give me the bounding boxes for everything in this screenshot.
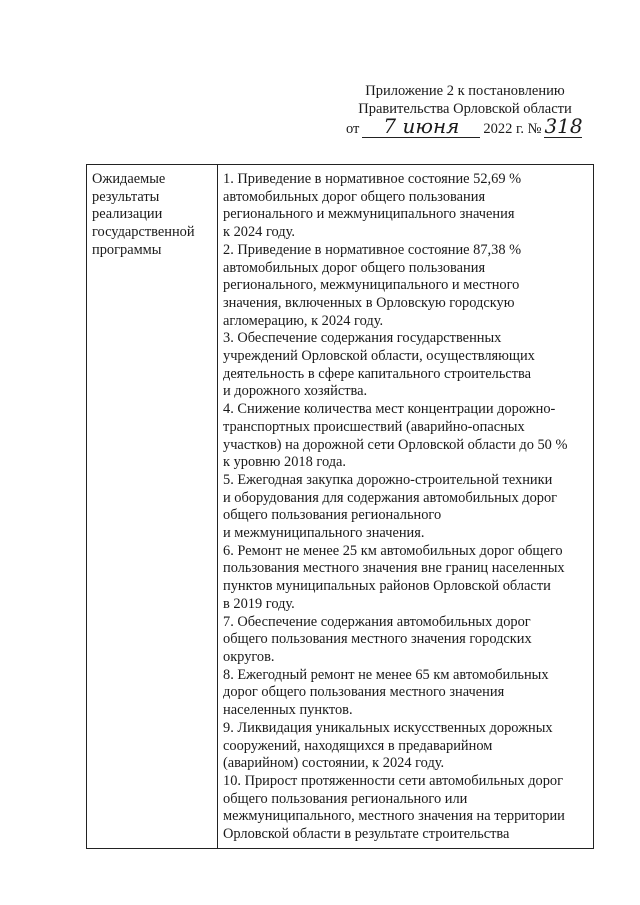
result-item-line: регионального и межмуниципального значения bbox=[223, 206, 515, 223]
result-item bbox=[223, 472, 589, 543]
result-item-line: 10. Прирост протяженности сети автомобильных дорог bbox=[223, 772, 564, 789]
result-item-line: округов. bbox=[223, 648, 275, 665]
from-label: от bbox=[346, 121, 360, 137]
result-item-line: в 2019 году. bbox=[223, 595, 295, 612]
result-item-line: межмуниципального, местного значения на территории bbox=[223, 808, 565, 825]
result-item-line: (аварийном) состоянии, к 2024 году. bbox=[223, 755, 445, 772]
result-item-line: учреждений Орловской области, осуществляющих bbox=[223, 348, 535, 365]
result-item-line: 7. Обеспечение содержания автомобильных дорог bbox=[223, 613, 531, 630]
result-item bbox=[223, 614, 589, 667]
result-item-line: деятельность в сфере капитального строительства bbox=[223, 365, 532, 382]
row-label-cell bbox=[87, 165, 218, 849]
row-label-line: результаты bbox=[92, 188, 160, 205]
header-line-government: Правительства Орловской области bbox=[358, 101, 572, 117]
result-item-line: автомобильных дорог общего пользования bbox=[223, 259, 486, 276]
result-item-line: 9. Ликвидация уникальных искусственных дорожных bbox=[223, 719, 553, 736]
result-item-line: участков) на дорожной сети Орловской области до 50 % bbox=[223, 436, 568, 453]
result-item-line: дорог общего пользования местного значения bbox=[223, 684, 505, 701]
expected-results-cell bbox=[218, 165, 594, 849]
result-item-line: 4. Снижение количества мест концентрации дорожно- bbox=[223, 401, 556, 418]
result-item-line: общего пользования местного значения городских bbox=[223, 631, 532, 648]
document-header bbox=[340, 82, 590, 138]
result-item-line: 2. Приведение в нормативное состояние 87,38 % bbox=[223, 241, 522, 258]
header-line-appendix: Приложение 2 к постановлению bbox=[365, 83, 565, 99]
row-label-line: государственной bbox=[92, 224, 195, 241]
program-results-table bbox=[86, 164, 594, 849]
result-item-line: автомобильных дорог общего пользования bbox=[223, 188, 486, 205]
result-item-line: 3. Обеспечение содержания государственных bbox=[223, 330, 502, 347]
handwritten-number: 318 bbox=[544, 114, 583, 138]
result-item-line: сооружений, находящихся в предаварийном bbox=[223, 737, 493, 754]
result-item-line: 1. Приведение в нормативное состояние 52,69 % bbox=[223, 171, 522, 187]
table-row bbox=[87, 165, 594, 849]
result-item-line: Орловской области в результате строительства bbox=[223, 826, 510, 843]
result-item bbox=[223, 543, 589, 614]
result-item bbox=[223, 330, 589, 401]
result-item-line: 8. Ежегодный ремонт не менее 65 км автомобильных bbox=[223, 666, 549, 683]
handwritten-date: 7 июня bbox=[362, 118, 480, 138]
result-item-line: к 2024 году. bbox=[223, 224, 295, 241]
header-date-line bbox=[346, 114, 590, 138]
result-item-line: транспортных происшествий (аварийно-опасных bbox=[223, 418, 525, 435]
result-item bbox=[223, 720, 589, 773]
result-item-line: и оборудования для содержания автомобильных дорог bbox=[223, 489, 558, 506]
row-label-line: программы bbox=[92, 241, 162, 258]
row-label-line: Ожидаемые bbox=[92, 171, 166, 187]
result-item-line: пунктов муниципальных районов Орловской области bbox=[223, 578, 551, 595]
result-item-line: пользования местного значения вне границ населенных bbox=[223, 560, 565, 577]
result-item-line: значения, включенных в Орловскую городскую bbox=[223, 294, 515, 311]
result-item bbox=[223, 667, 589, 720]
result-item-line: регионального, межмуниципального и местного bbox=[223, 277, 520, 294]
result-item-line: и межмуниципального значения. bbox=[223, 525, 425, 542]
result-item-line: населенных пунктов. bbox=[223, 702, 353, 719]
result-item bbox=[223, 171, 589, 242]
result-item-line: и дорожного хозяйства. bbox=[223, 383, 368, 400]
row-label-line: реализации bbox=[92, 206, 163, 223]
result-item bbox=[223, 773, 589, 844]
result-item-line: агломерацию, к 2024 году. bbox=[223, 312, 384, 329]
result-item bbox=[223, 242, 589, 331]
result-item-line: общего пользования регионального или bbox=[223, 790, 468, 807]
result-item-line: общего пользования регионального bbox=[223, 507, 442, 524]
result-item-line: 6. Ремонт не менее 25 км автомобильных дорог общего bbox=[223, 542, 563, 559]
result-item bbox=[223, 401, 589, 472]
result-item-line: к уровню 2018 года. bbox=[223, 454, 347, 471]
year-label: 2022 г. № bbox=[483, 121, 542, 137]
result-item-line: 5. Ежегодная закупка дорожно-строительной техники bbox=[223, 471, 553, 488]
